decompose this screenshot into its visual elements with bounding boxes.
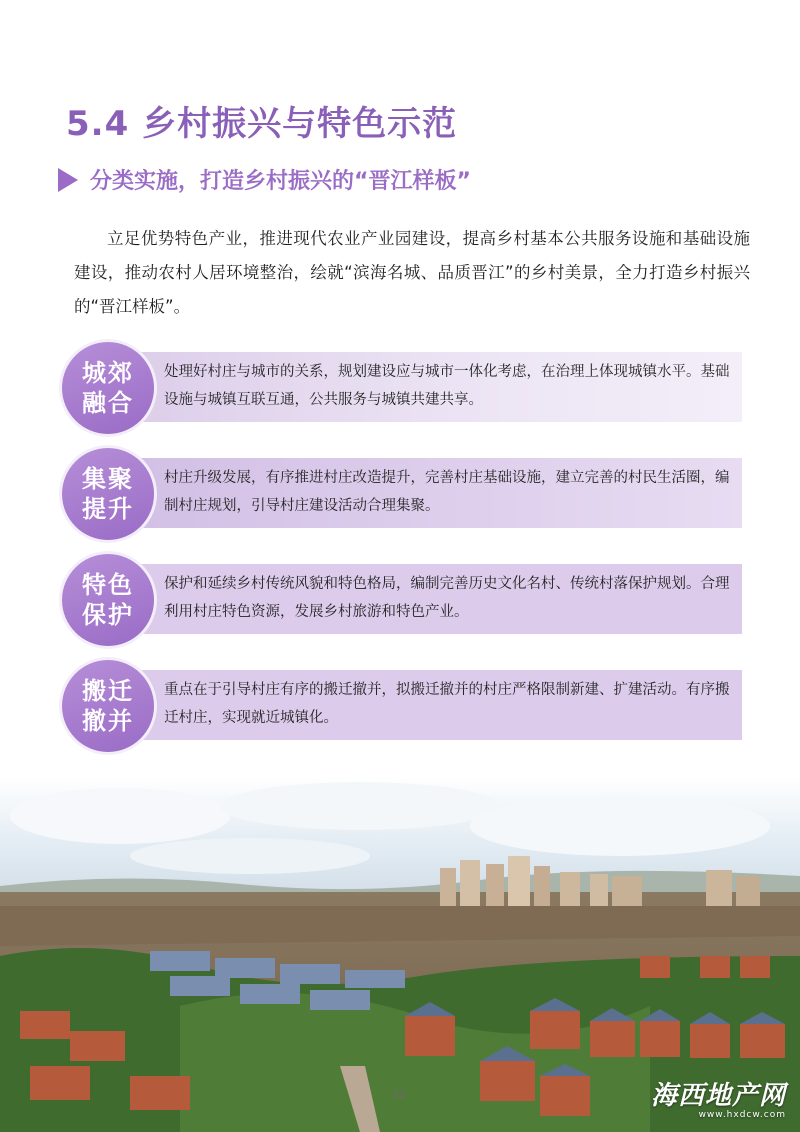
section-title: 5.4 乡村振兴与特色示范 (66, 104, 458, 144)
category-badge (62, 660, 154, 752)
watermark-logo (651, 1075, 786, 1120)
category-badge (62, 342, 154, 434)
intro-text: 立足优势特色产业，推进现代农业产业园建设，提高乡村基本公共服务设施和基础设施建设，推动农村人居环境整治，绘就“滨海名城、品质晋江”的乡村美景，全力打造乡村振兴的“晋江样板”。 (74, 229, 750, 316)
badge-line1: 集聚 (82, 465, 134, 493)
badge-line2: 保护 (82, 601, 134, 629)
badge-line1: 城郊 (82, 359, 134, 387)
badge-line1: 搬迁 (82, 677, 134, 705)
category-row-protection (62, 554, 742, 636)
subheading-text: 分类实施，打造乡村振兴的“晋江样板” (90, 169, 471, 194)
category-row-suburban (62, 342, 742, 424)
badge-line1: 特色 (82, 571, 134, 599)
category-description: 重点在于引导村庄有序的搬迁撤并，拟搬迁撤并的村庄严格限制新建、扩建活动。有序搬迁村庄，实现就近城镇化。 (164, 682, 730, 726)
intro-paragraph (74, 222, 750, 324)
watermark-name: 海西地产网 (650, 1081, 786, 1111)
category-description: 保护和延续乡村传统风貌和特色格局，编制完善历史文化名村、传统村落保护规划。合理利用村庄特色资源，发展乡村旅游和特色产业。 (164, 576, 730, 620)
watermark-url: www.hxdcw.com (698, 1110, 786, 1120)
category-badge (62, 448, 154, 540)
category-row-cluster (62, 448, 742, 530)
category-row-relocation (62, 660, 742, 742)
subheading (58, 164, 471, 195)
triangle-bullet-icon (58, 168, 78, 192)
category-badge (62, 554, 154, 646)
category-description: 处理好村庄与城市的关系，规划建设应与城市一体化考虑，在治理上体现城镇水平。基础设施与城镇互联互通，公共服务与城镇共建共享。 (164, 364, 730, 408)
badge-line2: 撤并 (82, 707, 134, 735)
page-number: 22 (392, 1088, 406, 1101)
badge-line2: 提升 (82, 495, 134, 523)
badge-line2: 融合 (82, 389, 134, 417)
category-description: 村庄升级发展，有序推进村庄改造提升，完善村庄基础设施，建立完善的村民生活圈，编制村庄规划，引导村庄建设活动合理集聚。 (164, 470, 730, 514)
